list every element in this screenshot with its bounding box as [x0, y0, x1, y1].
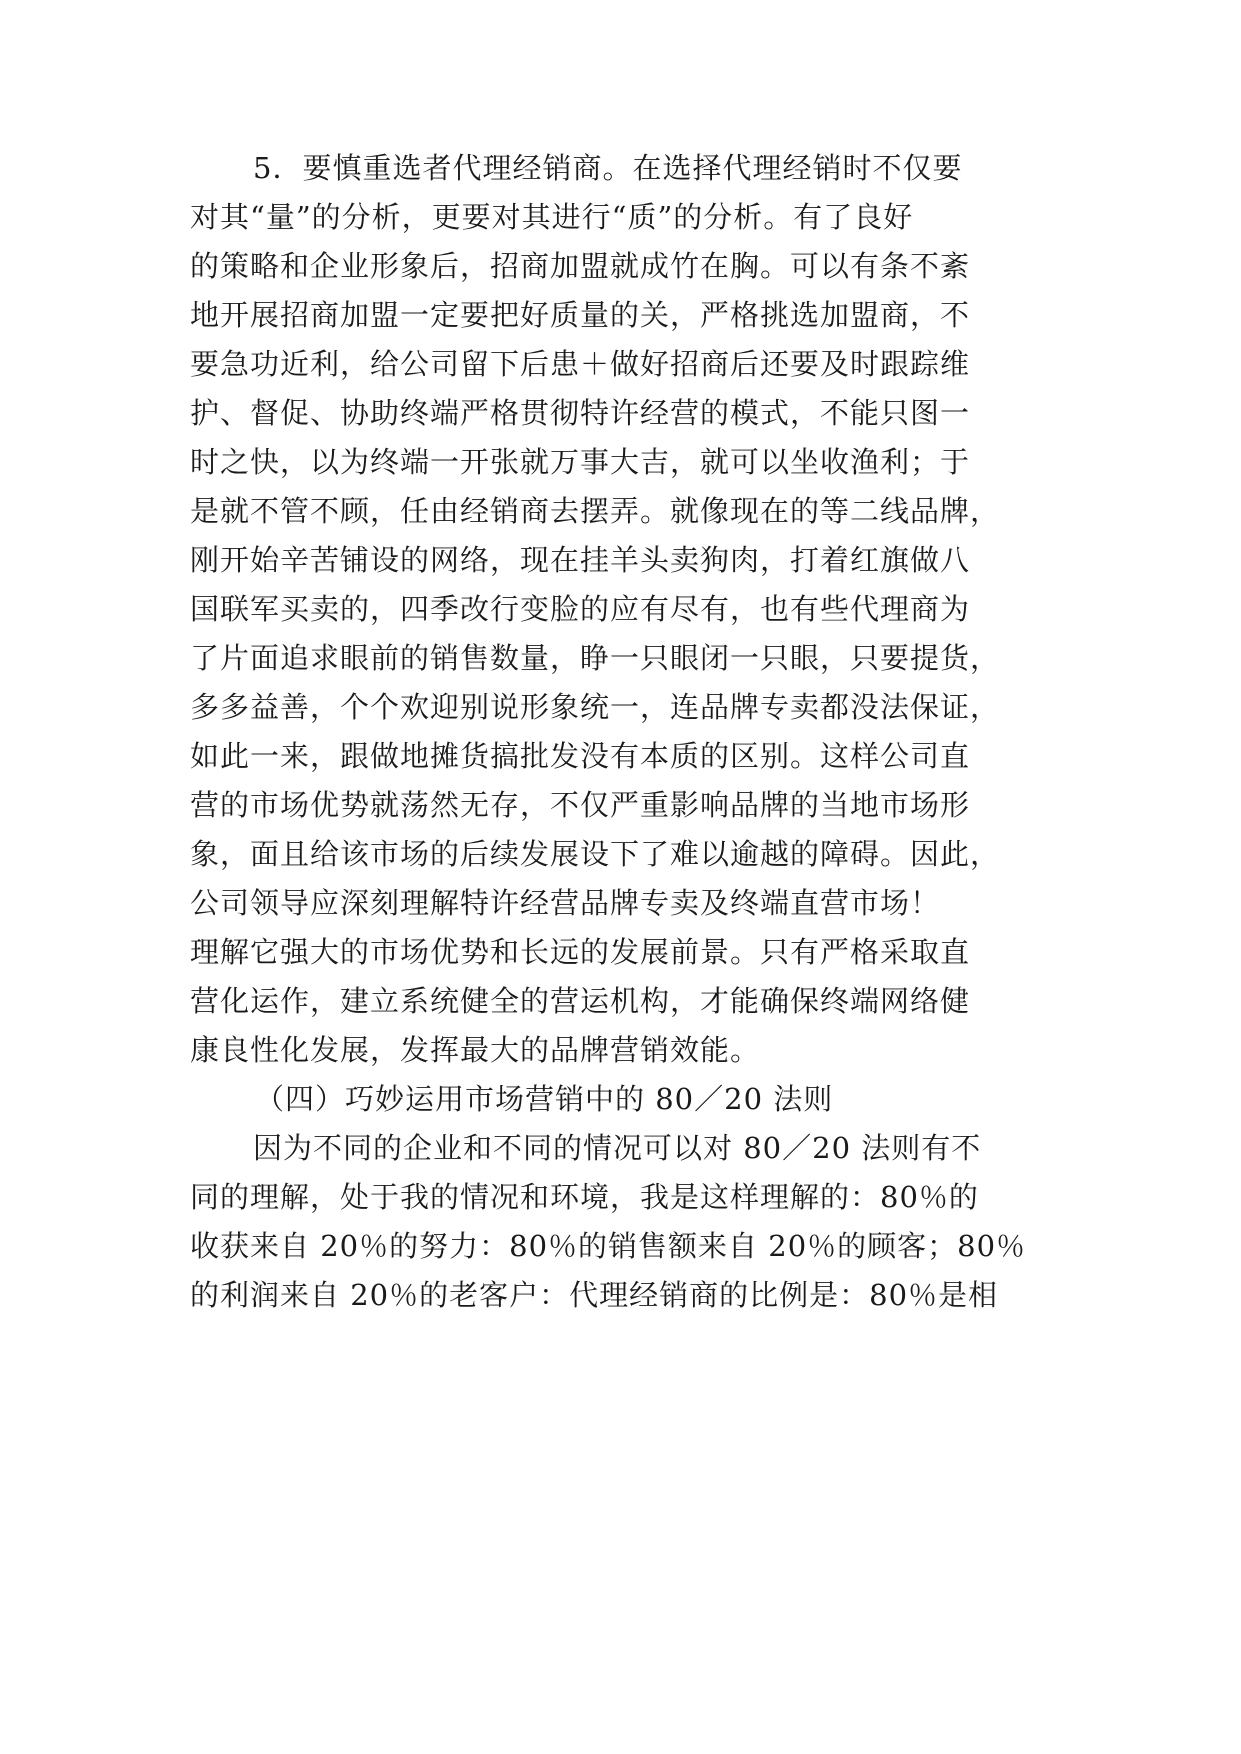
paragraph-line-19: 康良性化发展，发挥最大的品牌营销效能。	[190, 1033, 761, 1067]
paragraph-line-6: 护、督促、协助终端严格贯彻特许经营的模式，不能只图一	[190, 396, 971, 430]
paragraph-line-24: 的利润来自 20％的老客户：代理经销商的比例是：80％是相	[190, 1278, 999, 1312]
paragraph-line-17: 理解它强大的市场优势和长远的发展前景。只有严格采取直	[190, 935, 971, 969]
paragraph-line-5: 要急功近利，给公司留下后患＋做好招商后还要及时跟踪维	[190, 347, 971, 381]
paragraph-line-16: 公司领导应深刻理解特许经营品牌专卖及终端直营市场！	[190, 886, 941, 920]
paragraph-line-7: 时之快，以为终端一开张就万事大吉，就可以坐收渔利；于	[190, 445, 971, 479]
section-heading: （四）巧妙运用市场营销中的 80／20 法则	[255, 1082, 834, 1116]
paragraph-line-13: 如此一来，跟做地摊货搞批发没有本质的区别。这样公司直	[190, 739, 971, 773]
paragraph-line-10: 国联军买卖的，四季改行变脸的应有尽有，也有些代理商为	[190, 592, 971, 626]
paragraph-line-14: 营的市场优势就荡然无存，不仅严重影响品牌的当地市场形	[190, 788, 971, 822]
paragraph-line-8: 是就不管不顾，任由经销商去摆弄。就像现在的等二线品牌，	[190, 494, 1001, 528]
paragraph-line-23: 收获来自 20％的努力：80％的销售额来自 20％的顾客；80％	[190, 1229, 1027, 1263]
paragraph-line-1: 5．要慎重选者代理经销商。在选择代理经销时不仅要	[253, 151, 963, 185]
paragraph-line-2: 对其“量”的分析，更要对其进行“质”的分析。有了良好	[190, 200, 914, 234]
paragraph-line-4: 地开展招商加盟一定要把好质量的关，严格挑选加盟商，不	[190, 298, 971, 332]
paragraph-line-11: 了片面追求眼前的销售数量，睁一只眼闭一只眼，只要提货，	[190, 641, 1001, 675]
paragraph-line-3: 的策略和企业形象后，招商加盟就成竹在胸。可以有条不紊	[190, 249, 971, 283]
paragraph-line-21: 因为不同的企业和不同的情况可以对 80／20 法则有不	[253, 1131, 982, 1165]
paragraph-line-15: 象，面且给该市场的后续发展设下了难以逾越的障碍。因此，	[190, 837, 1001, 871]
paragraph-line-12: 多多益善，个个欢迎别说形象统一，连品牌专卖都没法保证，	[190, 690, 1001, 724]
paragraph-line-22: 同的理解，处于我的情况和环境，我是这样理解的：80％的	[190, 1180, 979, 1214]
paragraph-line-18: 营化运作，建立系统健全的营运机构，才能确保终端网络健	[190, 984, 971, 1018]
paragraph-line-9: 刚开始辛苦铺设的网络，现在挂羊头卖狗肉，打着红旗做八	[190, 543, 971, 577]
